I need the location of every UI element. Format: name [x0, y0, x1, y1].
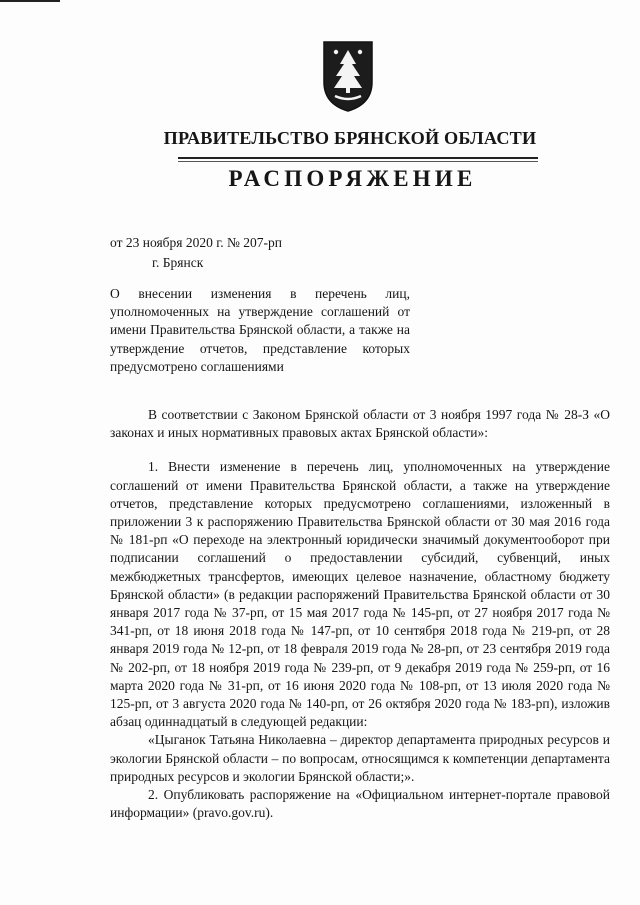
header-divider: [178, 157, 538, 159]
scan-edge-line: [0, 0, 60, 2]
item-2-paragraph: 2. Опубликовать распоряжение на «Официальном интернет-портале правовой информации» (pravo.gov.ru).: [110, 787, 610, 821]
header-divider-thin: [178, 161, 538, 162]
document-subject: О внесении изменения в перечень лиц, уполномоченных на утверждение соглашений от имени Правительства Брянской области, а также на утверждение отчетов, представление которых предусмотрено соглашениями: [110, 286, 410, 374]
coat-of-arms-icon: [318, 38, 378, 114]
quoted-amendment-paragraph: «Цыганок Татьяна Николаевна – директор департамента природных ресурсов и экологии Брянской области – по вопросам, относящимся к компетенции департамента природных ресурсов и экологии Брянской области;».: [110, 732, 610, 784]
item-1-paragraph: 1. Внести изменение в перечень лиц, уполномоченных на утверждение соглашений от имени Правительства Брянской области, а также на утверждение отчетов, представление которых предусмотрено соглашениями, изложенный в приложении 3 к распоряжению Правительства Брянской области от 30 мая 2016 года № 181-рп «О переходе на электронный юридически значимый документооборот при подписании соглашений о предоставлении субсидий, субвенций, иных межбюджетных трансфертов, имеющих целевое назначение, областному бюджету Брянской области» (в редакции распоряжений Правительства Брянской области от 30 января 2017 года № 37-рп, от 15 мая 2017 года № 145-рп, от 27 ноября 2017 года № 341-рп, от 18 июня 2018 года № 147-рп, от 10 сентября 2018 года № 219-рп, от 28 января 2019 года № 12-рп, от 18 февраля 2019 года № 28-рп, от 23 сентября 2019 года № 202-рп, от 18 ноября 2019 года № 239-рп, от 9 декабря 2019 года № 259-рп, от 16 марта 2020 года № 31-рп, от 16 июня 2020 года № 108-рп, от 13 июля 2020 года № 125-рп, от 3 августа 2020 года № 140-рп, от 26 октября 2020 года № 183-рп), изложив абзац одиннадцатый в следующей редакции:: [110, 459, 610, 730]
issuing-authority: ПРАВИТЕЛЬСТВО БРЯНСКОЙ ОБЛАСТИ: [163, 128, 537, 148]
document-body: [110, 406, 610, 822]
document-city: г. Брянск: [152, 255, 204, 270]
document-date-number: от 23 ноября 2020 г. № 207-рп: [110, 235, 282, 250]
document-type-title: РАСПОРЯЖЕНИЕ: [228, 166, 477, 191]
preamble-paragraph: В соответствии с Законом Брянской области от 3 ноября 1997 года № 28-З «О законах и иных нормативных правовых актах Брянской области»:: [110, 407, 610, 441]
